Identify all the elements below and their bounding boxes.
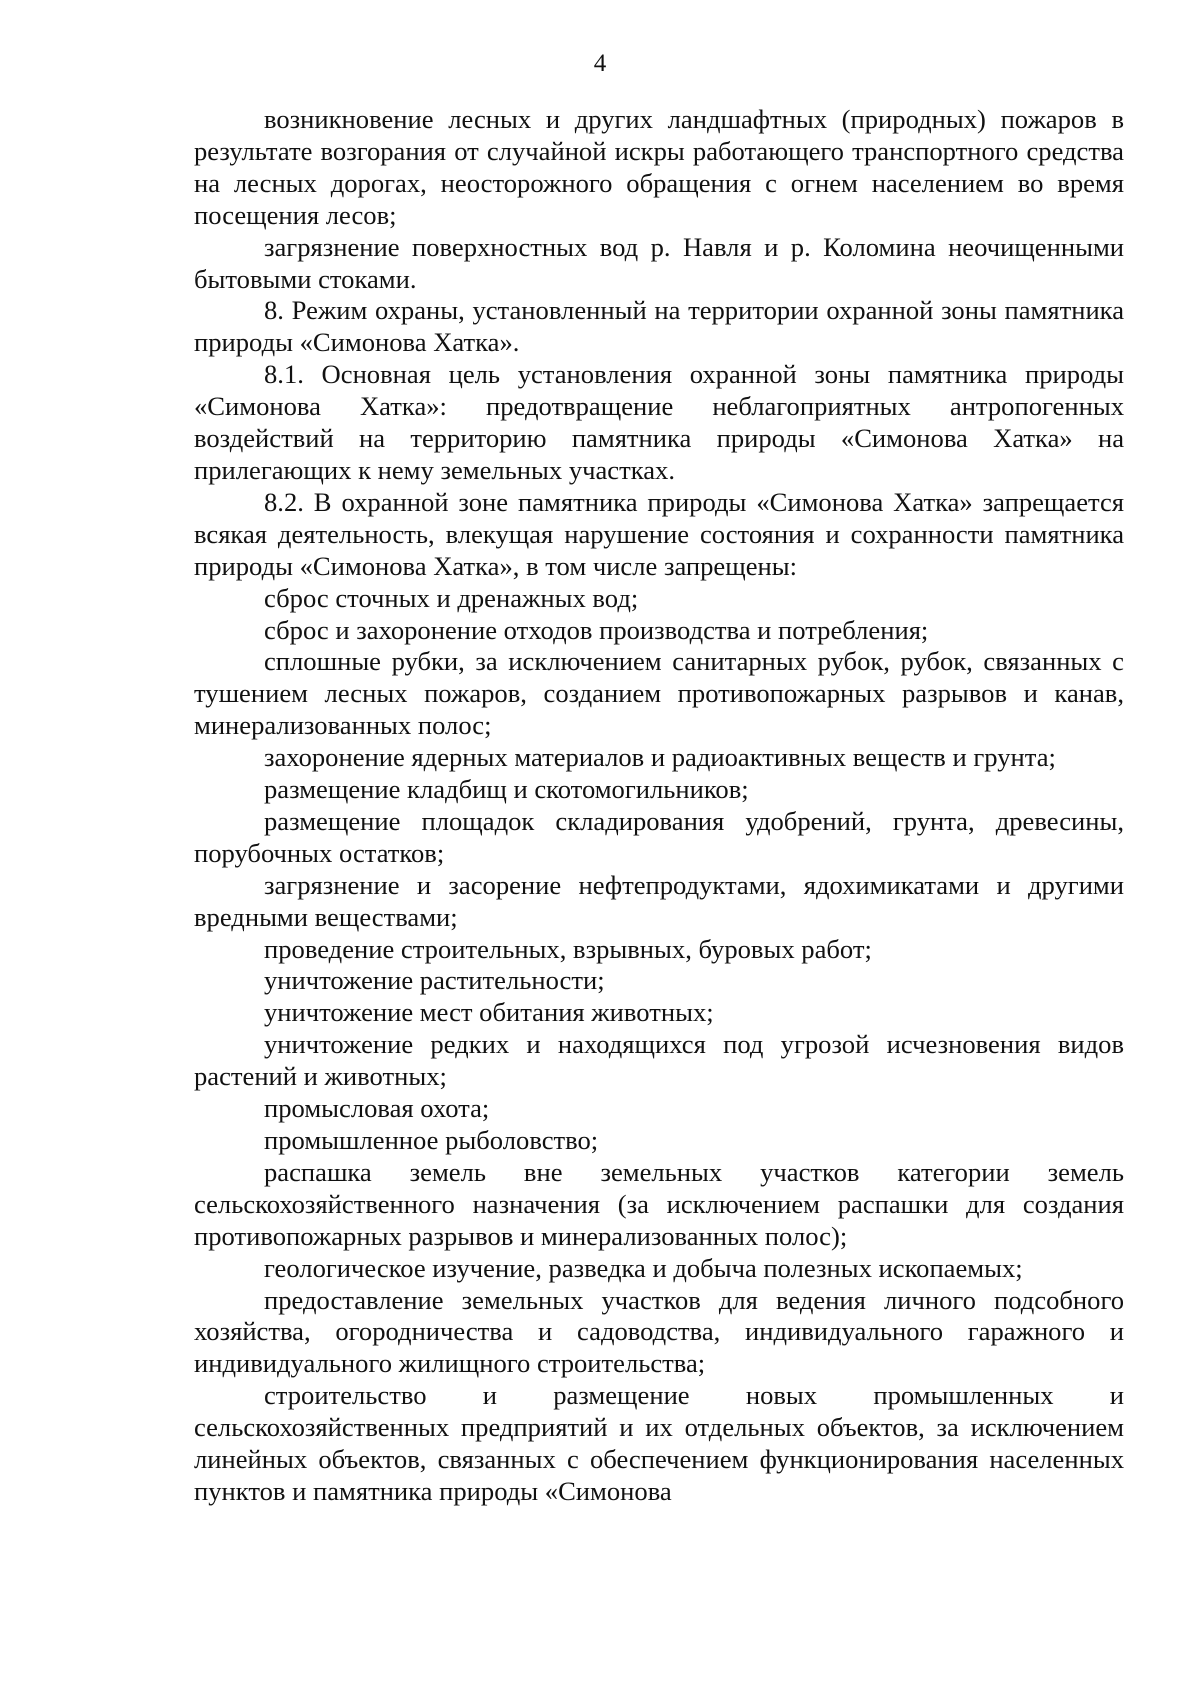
list-item: загрязнение и засорение нефтепродуктами, ядохимикатами и другими вредными веществами; xyxy=(194,869,1124,932)
list-item: сброс сточных и дренажных вод; xyxy=(264,582,639,613)
list-item: сплошные рубки, за исключением санитарных рубок, рубок, связанных с тушением лесных пожаров, созданием противопожарных разрывов и канав, минерализованных полос; xyxy=(194,646,1124,741)
list-item: уничтожение растительности; xyxy=(264,965,605,996)
list-item: предоставление земельных участков для ведения личного подсобного хозяйства, огородничества и садоводства, индивидуального гаражного и индивидуального жилищного строительства; xyxy=(194,1284,1124,1379)
list-item: распашка земель вне земельных участков категории земель сельскохозяйственного назначения (за исключением распашки для создания противопожарных разрывов и минерализованных полос); xyxy=(194,1156,1124,1251)
list-item: размещение площадок складирования удобрений, грунта, древесины, порубочных остатков; xyxy=(194,805,1124,868)
paragraph-fire-risk: возникновение лесных и других ландшафтных (природных) пожаров в результате возгорания от случайной искры работающего транспортного средства на лесных дорогах, неосторожного обращения с огнем населением во время посещения лесов; xyxy=(194,104,1124,230)
list-item: строительство и размещение новых промышленных и сельскохозяйственных предприятий и их отдельных объектов, за исключением линейных объектов, связанных с обеспечением функционирования населенных пунктов и памятника природы «Симонова xyxy=(194,1380,1124,1506)
list-item: уничтожение мест обитания животных; xyxy=(264,997,714,1028)
document-body xyxy=(194,104,1124,1508)
section-8-2: 8.2. В охранной зоне памятника природы «Симонова Хатка» запрещается всякая деятельность, влекущая нарушение состояния и сохранности памятника природы «Симонова Хатка», в том числе запрещены: xyxy=(194,486,1124,581)
list-item: промышленное рыболовство; xyxy=(264,1125,599,1155)
list-item: размещение кладбищ и скотомогильников; xyxy=(264,774,749,805)
list-item: геологическое изучение, разведка и добыча полезных ископаемых; xyxy=(264,1252,1023,1283)
list-item: уничтожение редких и находящихся под угрозой исчезновения видов растений и животных; xyxy=(194,1029,1124,1092)
list-item: захоронение ядерных материалов и радиоактивных веществ и грунта; xyxy=(264,742,1056,773)
paragraph-water-pollution: загрязнение поверхностных вод р. Навля и р. Коломина неочищенными бытовыми стоками. xyxy=(194,231,1124,294)
section-8-1: 8.1. Основная цель установления охранной зоны памятника природы «Симонова Хатка»: предотвращение неблагоприятных антропогенных воздействий на территорию памятника природы «Симонова Хатка» на прилегающих к нему земельных участках. xyxy=(194,359,1124,485)
list-item: проведение строительных, взрывных, буровых работ; xyxy=(264,933,872,964)
list-item: сброс и захоронение отходов производства и потребления; xyxy=(264,614,929,645)
list-item: промысловая охота; xyxy=(264,1093,490,1124)
page-number: 4 xyxy=(593,50,607,77)
section-8-heading: 8. Режим охраны, установленный на территории охранной зоны памятника природы «Симонова Хатка». xyxy=(194,295,1124,358)
